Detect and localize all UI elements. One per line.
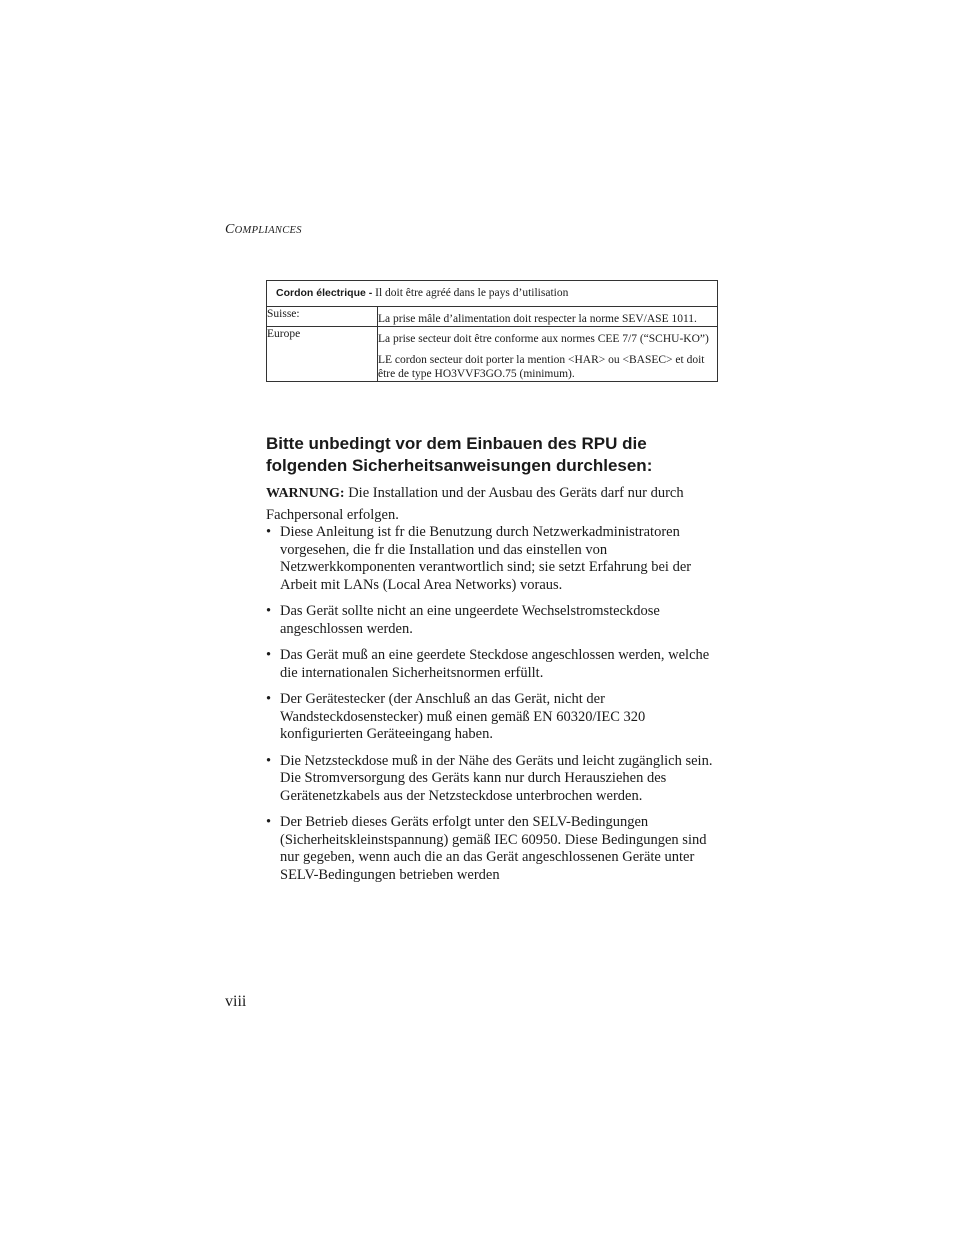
table-row-description: [378, 327, 718, 382]
running-header-initial: C: [225, 222, 235, 237]
table-row-label: Europe: [267, 327, 378, 382]
table-header-cell: [267, 281, 718, 307]
running-header: [225, 222, 302, 238]
table-row-paragraph: LE cordon secteur doit porter la mention <HAR> ou <BASEC> et doit être de type HO3VVF3GO.75 (minimum).: [378, 354, 705, 380]
list-item: • Das Gerät sollte nicht an eine ungeerdete Wechselstromsteckdose angeschlossen werden.: [266, 603, 721, 638]
table-row-label: Suisse:: [267, 307, 378, 327]
table-row: [267, 327, 718, 382]
table-header-text: Il doit être agréé dans le pays d’utilisation: [372, 287, 569, 299]
table-row-paragraph: La prise secteur doit être conforme aux normes CEE 7/7 (“SCHU-KO”): [378, 333, 709, 345]
warning-label: WARNUNG:: [266, 486, 345, 501]
safety-instructions-list: [266, 524, 721, 893]
table-header-row: [267, 281, 718, 307]
table-row-description: [378, 307, 718, 327]
page-number: viii: [225, 993, 247, 1010]
list-item: • Diese Anleitung ist fr die Benutzung durch Netzwerkadministratoren vorgesehen, die fr die Installation und das einstellen von Netzwerkkomponenten verantwortlich sind; sie setzt Erfahrung bei der Arbeit mit LANs (Local Area Networks) voraus.: [266, 524, 721, 594]
table-row: [267, 307, 718, 327]
list-item: • Die Netzsteckdose muß in der Nähe des Geräts und leicht zugänglich sein. Die Stromversorgung des Geräts kann nur durch Herausziehen des Gerätenetzkabels aus der Netzsteckdose unterbrochen werden.: [266, 753, 721, 806]
list-item: • Der Gerätestecker (der Anschluß an das Gerät, nicht der Wandsteckdosenstecker) muß einen gemäß EN 60320/IEC 320 konfigurierten Geräteeingang haben.: [266, 691, 721, 744]
section-heading: Bitte unbedingt vor dem Einbauen des RPU die folgenden Sicherheitsanweisungen durchlesen:: [266, 434, 653, 475]
table-row-paragraph: La prise mâle d’alimentation doit respecter la norme SEV/ASE 1011.: [378, 313, 697, 325]
table-header-bold: Cordon électrique -: [276, 287, 373, 299]
warning-paragraph: [266, 483, 721, 525]
running-header-rest: OMPLIANCES: [234, 225, 302, 236]
power-cord-table: [266, 280, 718, 382]
list-item: • Der Betrieb dieses Geräts erfolgt unter den SELV-Bedingungen (Sicherheitskleinstspannung) gemäß IEC 60950. Diese Bedingungen sind nur gegeben, wenn auch die an das Gerät angeschlossenen Geräte unter SELV-Bedingungen betrieben werden: [266, 814, 721, 884]
warning-text: Die Installation und der Ausbau des Geräts darf nur durch Fachpersonal erfolgen.: [266, 485, 684, 523]
list-item: • Das Gerät muß an eine geerdete Steckdose angeschlossen werden, welche die internationalen Sicherheitsnormen erfüllt.: [266, 647, 721, 682]
